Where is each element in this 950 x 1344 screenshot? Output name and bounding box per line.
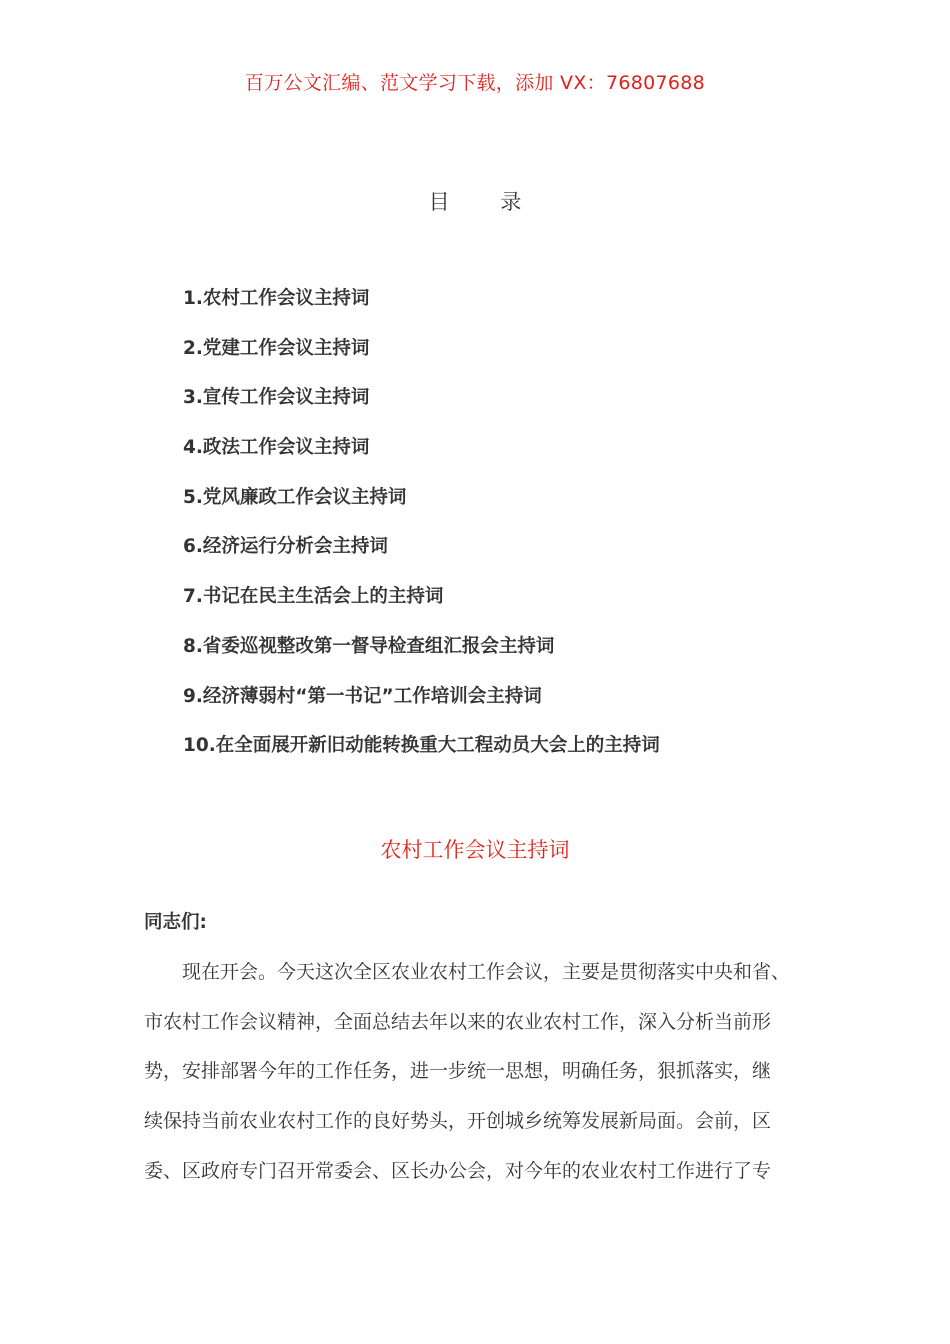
toc-item-7: 7.书记在民主生活会上的主持词	[183, 586, 444, 608]
toc-item-9: 9.经济薄弱村“第一书记”工作培训会主持词	[183, 685, 542, 707]
toc-title: 目 录	[428, 190, 544, 214]
table-of-contents	[183, 286, 660, 783]
body-line-4: 续保持当前农业农村工作的良好势头，开创城乡统筹发展新局面。会前，区	[144, 1110, 772, 1133]
header-note: 百万公文汇编、范文学习下载，添加 VX：76807688	[244, 72, 706, 94]
section-title: 农村工作会议主持词	[380, 838, 570, 862]
toc-item-5: 5.党风廉政工作会议主持词	[183, 486, 407, 508]
toc-item-8: 8.省委巡视整改第一督导检查组汇报会主持词	[183, 635, 555, 657]
toc-item-1: 1.农村工作会议主持词	[183, 288, 370, 309]
body-line-2: 市农村工作会议精神，全面总结去年以来的农业农村工作，深入分析当前形	[144, 1010, 772, 1033]
toc-item-6: 6.经济运行分析会主持词	[183, 536, 388, 558]
salutation: 同志们:	[144, 912, 207, 933]
body-paragraph	[144, 958, 790, 1206]
body-line-1: 现在开会。今天这次全区农业农村工作会议，主要是贯彻落实中央和省、	[182, 961, 791, 983]
toc-item-3: 3.宣传工作会议主持词	[183, 387, 370, 409]
toc-item-2: 2.党建工作会议主持词	[183, 337, 370, 359]
toc-item-4: 4.政法工作会议主持词	[183, 437, 370, 459]
body-line-3: 势，安排部署今年的工作任务，进一步统一思想，明确任务，狠抓落实，继	[144, 1060, 772, 1083]
body-line-5: 委、区政府专门召开常委会、区长办公会，对今年的农业农村工作进行了专	[144, 1159, 772, 1182]
toc-item-10: 10.在全面展开新旧动能转换重大工程动员大会上的主持词	[183, 735, 660, 757]
